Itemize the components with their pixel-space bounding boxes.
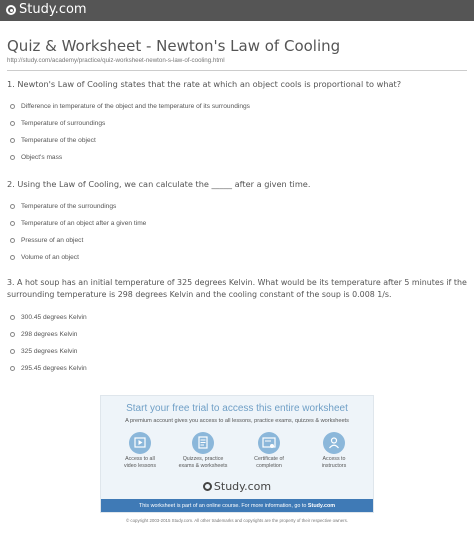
feature-label: exams & worksheets: [178, 462, 228, 469]
instructor-icon: [323, 432, 345, 454]
study-logo-icon: [6, 5, 16, 15]
radio-icon[interactable]: [10, 204, 15, 209]
question-2-option-1[interactable]: Temperature of the surroundings: [10, 203, 116, 210]
feature-quizzes: [178, 432, 228, 469]
question-1-option-3[interactable]: Temperature of the object: [10, 137, 96, 144]
feature-label: Access to all: [125, 456, 155, 462]
radio-icon[interactable]: [10, 155, 15, 160]
promo-brand-logo[interactable]: Study.com: [101, 480, 373, 493]
question-2-option-3[interactable]: Pressure of an object: [10, 237, 83, 244]
page-url[interactable]: http://study.com/academy/practice/quiz-worksheet-newton-s-law-of-cooling.html: [7, 57, 225, 64]
question-3-option-2[interactable]: 298 degrees Kelvin: [10, 331, 77, 338]
feature-label: instructors: [321, 462, 347, 469]
question-3-option-4[interactable]: 295.45 degrees Kelvin: [10, 365, 87, 372]
question-3: [7, 277, 467, 301]
feature-label: completion: [256, 462, 282, 469]
radio-icon[interactable]: [10, 255, 15, 260]
feature-label: Certificate of: [254, 456, 284, 462]
top-bar: [0, 0, 474, 21]
logo-text: Study.com: [19, 2, 87, 17]
radio-icon[interactable]: [10, 349, 15, 354]
feature-label: video lessons: [123, 462, 157, 469]
question-3-line-1: 3. A hot soup has an initial temperature of 325 degrees Kelvin. What would be its temperature after 5 minutes if the: [7, 278, 467, 287]
promo-subheading: A premium account gives you access to all lessons, practice exams, quizzes & worksheets: [125, 418, 349, 424]
radio-icon[interactable]: [10, 315, 15, 320]
study-logo[interactable]: [6, 2, 87, 17]
study-logo-icon: [203, 482, 212, 491]
play-icon: [129, 432, 151, 454]
feature-video-lessons: [115, 432, 165, 469]
question-1-option-4[interactable]: Object's mass: [10, 154, 62, 161]
radio-icon[interactable]: [10, 221, 15, 226]
certificate-icon: [258, 432, 280, 454]
radio-icon[interactable]: [10, 366, 15, 371]
radio-icon[interactable]: [10, 104, 15, 109]
radio-icon[interactable]: [10, 238, 15, 243]
promo-heading: Start your free trial to access this entire worksheet: [126, 403, 348, 414]
radio-icon[interactable]: [10, 121, 15, 126]
worksheet-icon: [192, 432, 214, 454]
feature-label: Access to: [322, 456, 346, 462]
question-3-line-2: surrounding temperature is 298 degrees Kelvin and the cooling constant of the soup is 0.008 1/s.: [7, 290, 392, 299]
question-3-option-1[interactable]: 300.45 degrees Kelvin: [10, 314, 87, 321]
page-title: Quiz & Worksheet - Newton's Law of Cooling: [7, 37, 341, 55]
question-2-option-2[interactable]: Temperature of an object after a given time: [10, 220, 146, 227]
question-2: 2. Using the Law of Cooling, we can calculate the _____ after a given time.: [7, 179, 311, 189]
radio-icon[interactable]: [10, 332, 15, 337]
course-link[interactable]: Study.com: [307, 502, 336, 509]
radio-icon[interactable]: [10, 138, 15, 143]
feature-certificate: [244, 432, 294, 469]
question-3-option-3[interactable]: 325 degrees Kelvin: [10, 348, 77, 355]
feature-instructors: [309, 432, 359, 469]
feature-label: Quizzes, practice: [182, 456, 224, 462]
course-info-bar[interactable]: This worksheet is part of an online course. For more information, go to Study.com: [101, 499, 373, 512]
question-1-option-2[interactable]: Temperature of surroundings: [10, 120, 105, 127]
question-1: 1. Newton's Law of Cooling states that the rate at which an object cools is proportional to what?: [7, 79, 402, 89]
free-trial-promo[interactable]: [100, 395, 374, 513]
copyright: © copyright 2003-2015 Study.com. All other trademarks and copyrights are the property of their respective owners.: [125, 518, 349, 523]
question-2-option-4[interactable]: Volume of an object: [10, 254, 79, 261]
question-1-option-1[interactable]: Difference in temperature of the object and the temperature of its surroundings: [10, 103, 250, 110]
divider: [7, 70, 467, 71]
